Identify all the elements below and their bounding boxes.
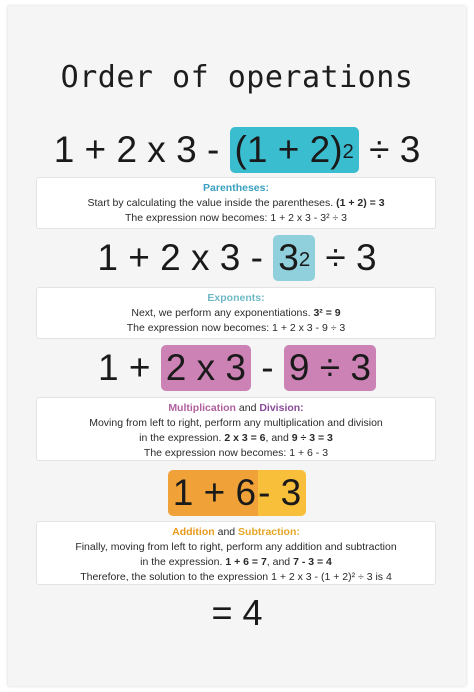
equation-step-3-minus: - — [251, 347, 284, 388]
explanation-text: , and — [265, 432, 292, 444]
explanation-line: The expression now becomes: 1 + 2 x 3 - 9 ÷ 3 — [126, 322, 346, 334]
multiplication-division-heading — [37, 401, 435, 416]
parentheses-highlight — [230, 127, 359, 173]
explanation-text: Start by calculating the value inside the parentheses. — [87, 197, 337, 209]
multiplication-highlight: 2 x 3 — [161, 345, 251, 391]
equation-step-1-right: ÷ 3 — [358, 129, 421, 170]
addition-label: Addition — [172, 526, 215, 538]
explanation-text: in the expression. — [139, 432, 225, 444]
explanation-bold: 1 + 6 = 7 — [225, 556, 267, 568]
division-label: Division: — [259, 402, 304, 414]
parentheses-term: (1 + 2) — [234, 129, 343, 170]
equation-step-2-left: 1 + 2 x 3 - — [97, 237, 274, 278]
parentheses-heading: Parentheses: — [203, 182, 269, 194]
explanation-bold: (1 + 2) = 3 — [336, 197, 385, 209]
equation-step-4 — [0, 470, 474, 516]
explanation-text: , and — [266, 556, 294, 568]
equation-step-3-left: 1 + — [98, 347, 161, 388]
explanation-line: The expression now becomes: 1 + 2 x 3 - 3² ÷ 3 — [125, 212, 347, 224]
parentheses-explanation — [36, 177, 436, 229]
explanation-line — [37, 196, 435, 211]
explanation-bold: 9 ÷ 3 = 3 — [291, 432, 333, 444]
heading-and: and — [214, 526, 239, 538]
heading-and: and — [235, 402, 260, 414]
division-highlight: 9 ÷ 3 — [284, 345, 376, 391]
explanation-bold: 3² = 9 — [313, 307, 341, 319]
addition-subtraction-explanation — [36, 521, 436, 585]
addition-highlight: 1 + 6 — [168, 470, 258, 516]
explanation-bold: 2 x 3 = 6 — [224, 432, 266, 444]
addition-subtraction-heading — [37, 525, 435, 540]
explanation-line — [37, 555, 435, 570]
exponent: 2 — [298, 249, 311, 272]
explanation-line — [37, 431, 435, 446]
subtraction-highlight: - 3 — [258, 470, 306, 516]
exponent-highlight — [273, 235, 315, 281]
explanation-text: in the expression. — [140, 556, 226, 568]
explanation-line: The expression now becomes: 1 + 6 - 3 — [143, 447, 329, 459]
explanation-line: Moving from left to right, perform any multiplication and division — [89, 417, 383, 429]
explanation-line: Finally, moving from left to right, perform any addition and subtraction — [75, 541, 397, 553]
explanation-line: Therefore, the solution to the expression 1 + 2 x 3 - (1 + 2)² ÷ 3 is 4 — [80, 571, 392, 583]
multiplication-division-explanation — [36, 397, 436, 461]
exponent: 2 — [342, 141, 354, 164]
explanation-line — [37, 306, 435, 321]
equation-step-2-right: ÷ 3 — [315, 237, 377, 278]
multiplication-label: Multiplication — [168, 402, 236, 414]
explanation-text: Next, we perform any exponentiations. — [131, 307, 314, 319]
exponent-base: 3 — [278, 237, 299, 278]
equation-step-1-left: 1 + 2 x 3 - — [53, 129, 230, 170]
equation-step-2 — [0, 235, 474, 281]
exponents-explanation — [36, 287, 436, 339]
exponents-heading: Exponents: — [207, 292, 265, 304]
equation-step-1 — [0, 127, 474, 173]
equation-step-3 — [0, 345, 474, 391]
explanation-bold: 7 - 3 = 4 — [293, 556, 332, 568]
subtraction-label: Subtraction: — [238, 526, 300, 538]
final-result: = 4 — [211, 592, 263, 633]
page-title: Order of operations — [60, 60, 414, 95]
